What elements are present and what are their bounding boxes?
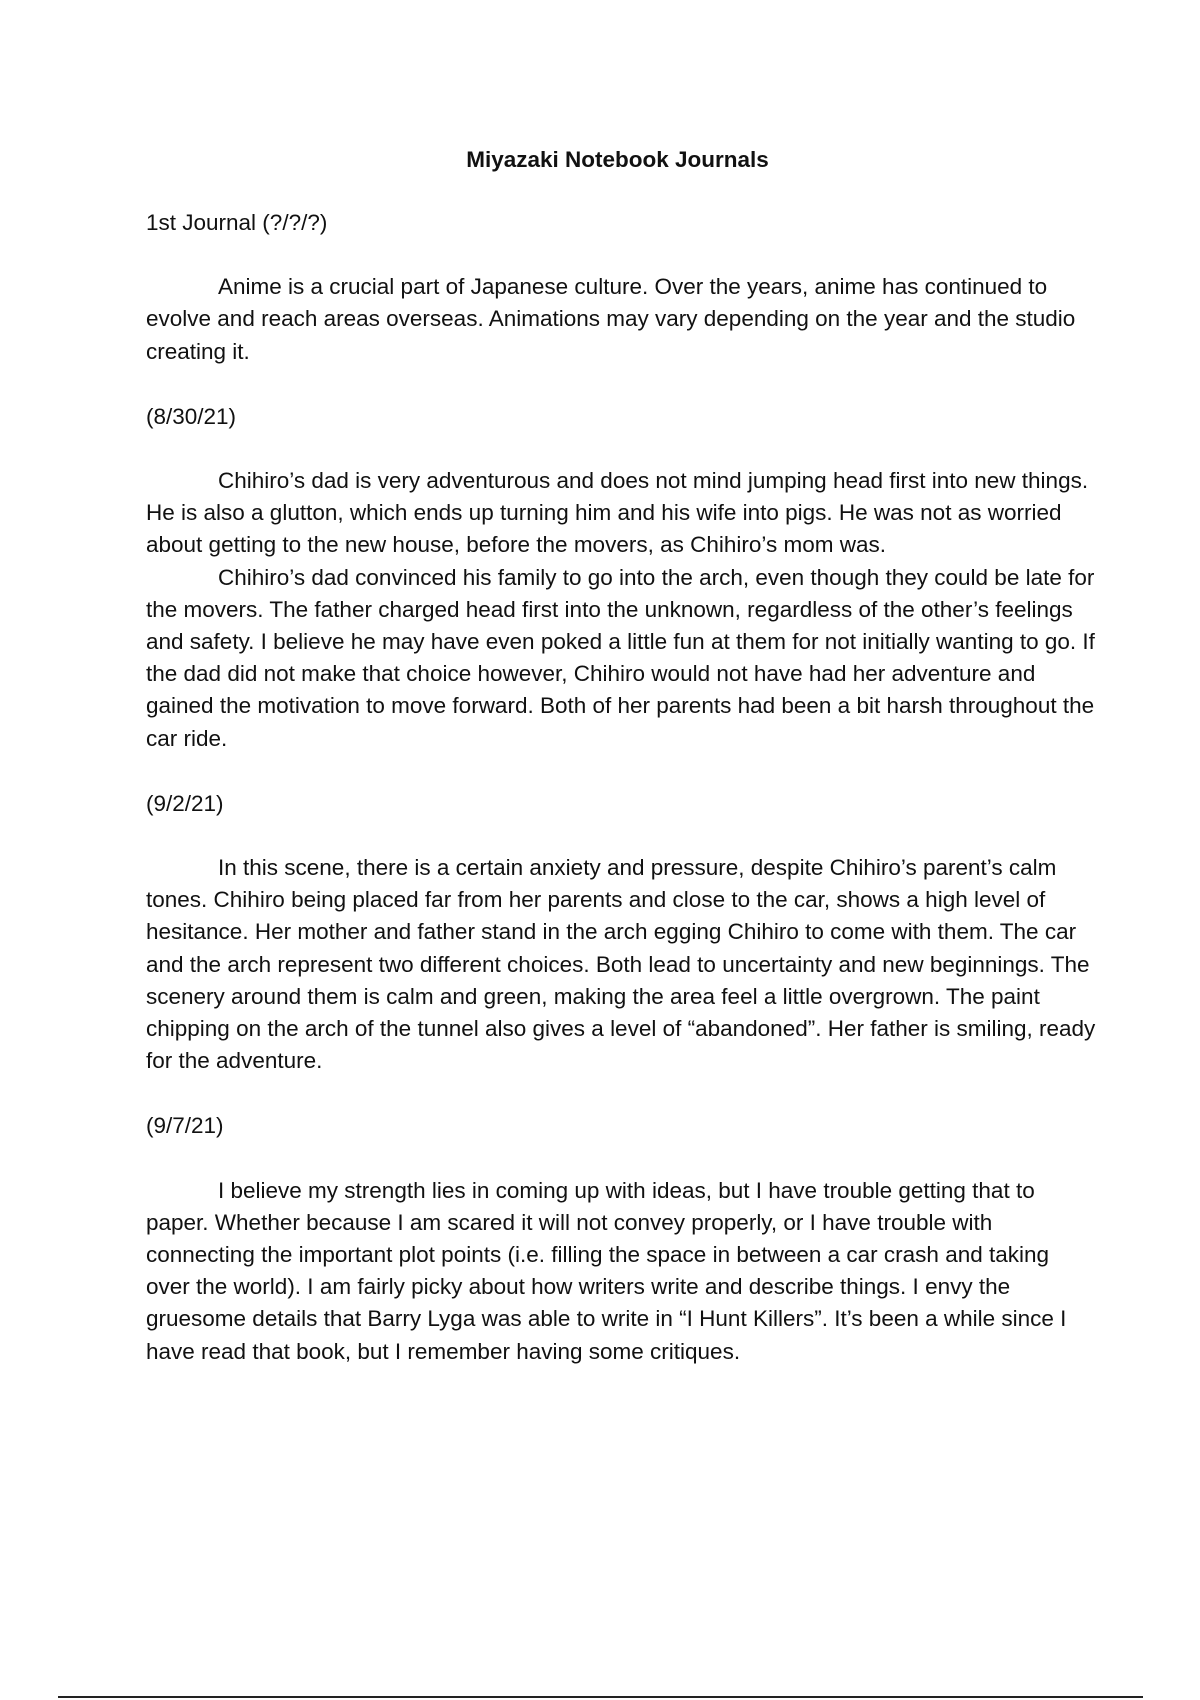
entry-date: (8/30/21) [146,403,237,429]
entry-date: (9/7/21) [146,1113,224,1139]
journal-content [146,207,1096,1368]
journal-entry [146,207,1096,368]
journal-entry [146,788,1096,1078]
journal-entry [146,1110,1096,1367]
entry-paragraph: Chihiro’s dad convinced his family to go into the arch, even though they could be late for the movers. The father charged head first into the unknown, regardless of the other’s feelings and safety. I believe he may have even poked a little fun at them for not initially wanting to go. If the dad did not make that choice however, Chihiro would not have had her adventure and gained the motivation to move forward. Both of her parents had been a bit harsh throughout the car ride. [146,564,1095,751]
page-bottom-divider [58,1696,1143,1698]
document-title: Miyazaki Notebook Journals [466,147,769,172]
entry-paragraph: In this scene, there is a certain anxiety and pressure, despite Chihiro’s parent’s calm tones. Chihiro being placed far from her parents and close to the car, shows a high level of hesitance. Her mother and father stand in the arch egging Chihiro to come with them. The car and the arch represent two different choices. Both lead to uncertainty and new beginnings. The scenery around them is calm and green, making the area feel a little overgrown. The paint chipping on the arch of the tunnel also gives a level of “abandoned”. Her father is smiling, ready for the adventure. [146,855,1096,1074]
entry-date: (9/2/21) [146,790,224,816]
journal-entry [146,401,1096,755]
entry-date: 1st Journal (?/?/?) [146,210,328,235]
entry-paragraph: Chihiro’s dad is very adventurous and does not mind jumping head first into new things. He is also a glutton, which ends up turning him and his wife into pigs. He was not as worried about getting to the new house, before the movers, as Chihiro’s mom was. [146,468,1089,558]
entry-paragraph: I believe my strength lies in coming up with ideas, but I have trouble getting that to paper. Whether because I am scared it will not convey properly, or I have trouble with connecting the important plot points (i.e. filling the space in between a car crash and taking over the world). I am fairly picky about how writers write and describe things. I envy the gruesome details that Barry Lyga was able to write in “I Hunt Killers”. It’s been a while since I have read that book, but I remember having some critiques. [146,1177,1067,1364]
entry-paragraph: Anime is a crucial part of Japanese culture. Over the years, anime has continued to evolve and reach areas overseas. Animations may vary depending on the year and the studio creating it. [146,274,1076,364]
